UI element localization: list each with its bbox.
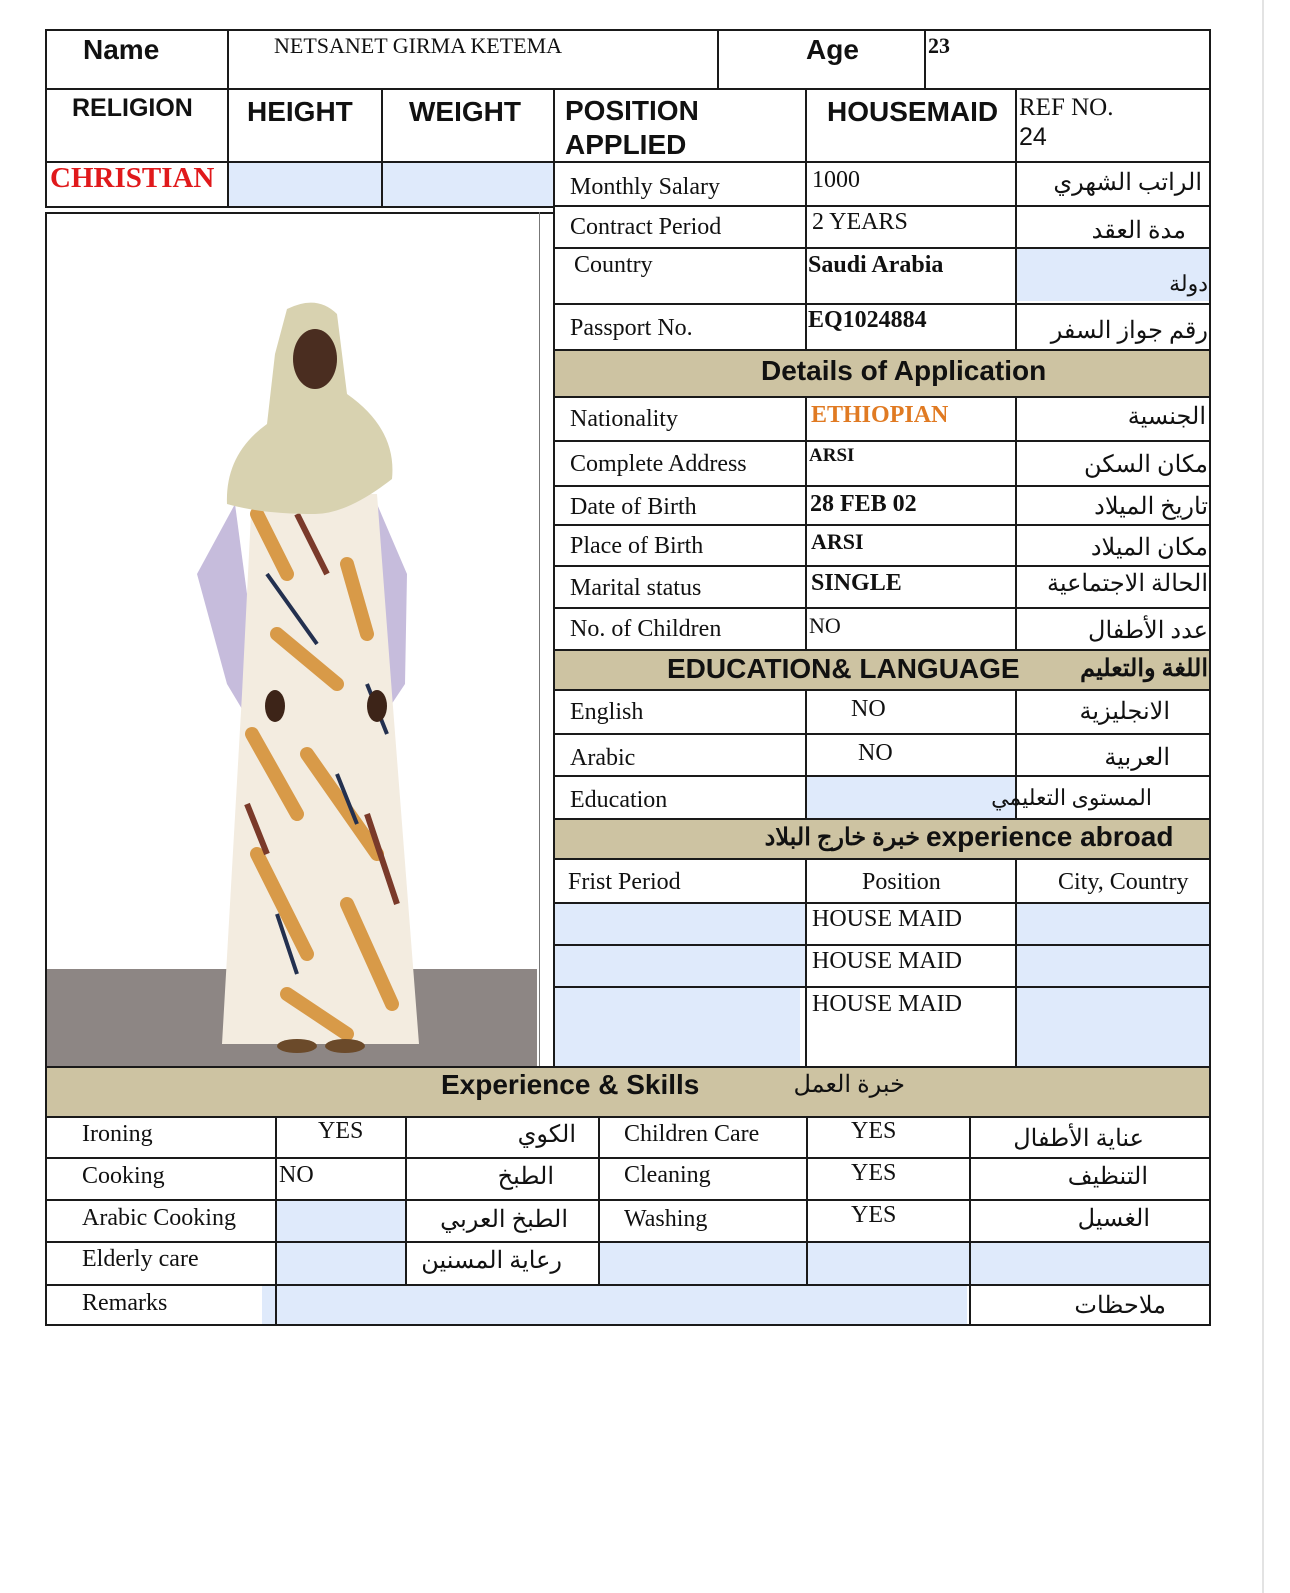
skill-cleaning-label: Cleaning <box>624 1162 711 1188</box>
remarks-arabic: ملاحظات <box>1074 1293 1166 1319</box>
abroad-position-2: HOUSE MAID <box>812 948 962 974</box>
skill-elderly-arabic: رعاية المسنين <box>421 1248 562 1274</box>
marital-arabic: الحالة الاجتماعية <box>1046 571 1208 597</box>
contract-period-value: 2 YEARS <box>812 209 908 235</box>
abroad-city-3[interactable] <box>1017 988 1209 1066</box>
salary-arabic: الراتب الشهري <box>1053 170 1202 196</box>
dob-label: Date of Birth <box>570 494 697 520</box>
abroad-period-2[interactable] <box>555 946 805 986</box>
ref-value: 24 <box>1019 123 1047 151</box>
abroad-position-1: HOUSE MAID <box>812 906 962 932</box>
address-value: ARSI <box>809 445 855 466</box>
religion-value: CHRISTIAN <box>50 162 215 194</box>
details-title: Details of Application <box>761 355 1047 386</box>
abroad-city-2[interactable] <box>1017 946 1209 986</box>
nationality-label: Nationality <box>570 406 678 432</box>
remarks-value-cell[interactable] <box>262 1286 967 1324</box>
empty-skill-value-cell[interactable] <box>808 1243 969 1284</box>
pob-arabic: مكان الميلاد <box>1090 535 1208 561</box>
english-label: English <box>570 699 644 725</box>
address-label: Complete Address <box>570 451 747 477</box>
abroad-title: experience abroad <box>926 821 1174 852</box>
country-arabic: دولة <box>1169 271 1208 296</box>
dob-value: 28 FEB 02 <box>810 491 917 517</box>
name-label: Name <box>83 34 160 65</box>
salary-label: Monthly Salary <box>570 174 720 200</box>
arabic-value: NO <box>858 740 893 766</box>
skill-ironing-value: YES <box>318 1118 364 1144</box>
skill-ironing-label: Ironing <box>82 1121 153 1147</box>
english-value: NO <box>851 696 886 722</box>
skill-washing-arabic: الغسيل <box>1077 1206 1150 1232</box>
skill-children-arabic: عناية الأطفال <box>1013 1126 1144 1152</box>
skill-arabic-cooking-label: Arabic Cooking <box>82 1205 236 1231</box>
education-title-arabic: اللغة والتعليم <box>1080 656 1208 682</box>
ref-label: REF NO. <box>1019 94 1114 121</box>
nationality-arabic: الجنسية <box>1127 404 1206 430</box>
country-label: Country <box>574 252 653 278</box>
weight-label: WEIGHT <box>409 96 521 127</box>
abroad-period-header: Frist Period <box>568 869 681 895</box>
skill-cooking-value: NO <box>279 1162 314 1188</box>
skill-children-label: Children Care <box>624 1121 760 1147</box>
country-value: Saudi Arabia <box>808 252 944 278</box>
passport-arabic: رقم جواز السفر <box>1050 318 1208 344</box>
abroad-city-1[interactable] <box>1017 904 1209 944</box>
religion-label: RELIGION <box>72 94 193 122</box>
pob-value: ARSI <box>811 529 864 554</box>
skill-elderly-label: Elderly care <box>82 1246 199 1272</box>
contract-period-label: Contract Period <box>570 214 722 240</box>
page-edge <box>1262 0 1264 1593</box>
marital-value: SINGLE <box>811 570 902 596</box>
children-value: NO <box>809 613 841 638</box>
skill-cooking-arabic: الطبخ <box>497 1164 554 1190</box>
dob-arabic: تاريخ الميلاد <box>1094 494 1208 520</box>
weight-value-cell[interactable] <box>383 163 553 206</box>
skills-title: Experience & Skills <box>441 1069 700 1100</box>
skill-children-value: YES <box>851 1118 897 1144</box>
abroad-position-header: Position <box>862 869 941 895</box>
age-value: 23 <box>928 33 950 58</box>
empty-skill-label-cell <box>600 1243 806 1284</box>
arabic-cooking-value-cell[interactable] <box>277 1201 405 1241</box>
arabic-arabic: العربية <box>1104 745 1170 771</box>
skill-arabic-cooking-arabic: الطبخ العربي <box>440 1207 568 1233</box>
skills-title-arabic: خبرة العمل <box>793 1072 905 1098</box>
address-arabic: مكان السكن <box>1084 452 1208 478</box>
abroad-title-arabic: خبرة خارج البلاد <box>764 825 920 851</box>
remarks-label: Remarks <box>82 1290 168 1316</box>
height-label: HEIGHT <box>247 96 353 127</box>
marital-label: Marital status <box>570 575 702 601</box>
salary-value: 1000 <box>812 167 860 193</box>
nationality-value: ETHIOPIAN <box>811 402 949 428</box>
contract-period-arabic: مدة العقد <box>1091 218 1186 244</box>
children-arabic: عدد الأطفال <box>1088 618 1208 644</box>
skill-washing-label: Washing <box>624 1206 708 1232</box>
name-row <box>45 29 1211 90</box>
abroad-city-header: City, Country <box>1058 869 1189 895</box>
pob-label: Place of Birth <box>570 533 704 559</box>
height-value-cell[interactable] <box>229 163 381 206</box>
children-label: No. of Children <box>570 616 722 642</box>
elderly-care-value-cell[interactable] <box>277 1243 405 1284</box>
passport-value: EQ1024884 <box>808 307 927 333</box>
position-label: POSITION APPLIED <box>565 95 699 160</box>
english-arabic: الانجليزية <box>1079 699 1170 725</box>
age-label: Age <box>806 34 859 65</box>
passport-label: Passport No. <box>570 315 693 341</box>
empty-skill-arabic-cell <box>971 1243 1209 1284</box>
education-label: Education <box>570 787 668 813</box>
abroad-period-1[interactable] <box>555 904 805 944</box>
skill-washing-value: YES <box>851 1202 897 1228</box>
skill-cleaning-arabic: التنظيف <box>1067 1164 1148 1190</box>
education-arabic: المستوى التعليمي <box>991 785 1152 810</box>
skill-cleaning-value: YES <box>851 1160 897 1186</box>
education-value-cell[interactable] <box>807 777 1015 818</box>
arabic-label: Arabic <box>570 745 636 771</box>
abroad-period-3[interactable] <box>555 988 800 1066</box>
education-title: EDUCATION& LANGUAGE <box>667 653 1020 684</box>
skill-ironing-arabic: الكوي <box>517 1122 576 1148</box>
abroad-position-3: HOUSE MAID <box>812 991 962 1017</box>
person-photo-icon <box>47 214 537 1066</box>
name-value: NETSANET GIRMA KETEMA <box>274 33 563 58</box>
position-value: HOUSEMAID <box>827 96 999 127</box>
skill-cooking-label: Cooking <box>82 1163 165 1189</box>
